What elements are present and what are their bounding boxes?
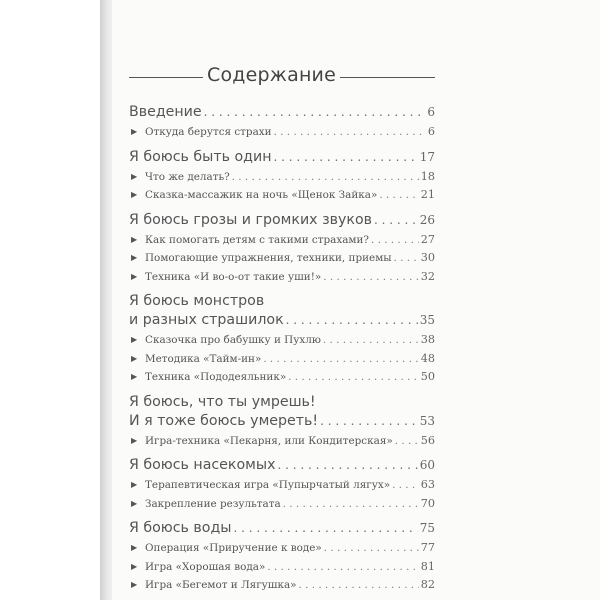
toc-chapter-entry[interactable]	[129, 412, 435, 431]
toc-subentry[interactable]	[129, 331, 435, 350]
page-number: 75	[419, 521, 435, 535]
toc-chapter-entry[interactable]	[129, 519, 435, 538]
dot-leader	[371, 232, 419, 250]
page-number: 6	[427, 125, 435, 138]
page-number: 77	[420, 541, 435, 554]
subentry-title: Операция «Приручение к воде»	[145, 542, 322, 554]
triangle-bullet-icon: ▶	[131, 171, 138, 181]
toc-section	[129, 393, 435, 451]
dot-leader	[379, 187, 418, 205]
page-number: 60	[419, 458, 435, 472]
toc-section	[129, 211, 435, 287]
dot-leader	[274, 148, 418, 167]
chapter-title: Введение	[129, 104, 202, 120]
dot-leader	[283, 496, 419, 514]
triangle-bullet-icon: ▶	[131, 498, 138, 508]
toc-subentry[interactable]	[129, 368, 435, 387]
dot-leader	[394, 250, 419, 268]
toc-section	[129, 519, 435, 595]
dot-leader	[392, 477, 419, 495]
toc-subentry[interactable]	[129, 350, 435, 369]
page-title: Содержание	[207, 64, 336, 86]
title-rule-right	[340, 77, 435, 78]
triangle-bullet-icon: ▶	[131, 435, 138, 445]
toc-subentry[interactable]	[129, 168, 435, 187]
dot-leader	[233, 519, 417, 538]
page-number: 18	[420, 169, 435, 183]
page-number: 48	[420, 351, 435, 365]
toc-section	[129, 292, 435, 387]
subentry-title: Методика «Тайм-ин»	[145, 352, 262, 365]
triangle-bullet-icon: ▶	[131, 353, 138, 363]
toc-section	[129, 456, 435, 513]
page-number: 35	[419, 313, 435, 327]
toc-section	[129, 148, 435, 205]
toc-subentry[interactable]	[129, 231, 435, 250]
dot-leader	[374, 211, 418, 230]
page-number: 27	[420, 232, 435, 246]
table-of-contents	[129, 60, 435, 599]
chapter-title-line[interactable]: Я боюсь, что ты умрешь!	[129, 393, 316, 410]
toc-chapter-entry[interactable]	[129, 103, 435, 122]
dot-leader	[323, 269, 419, 287]
dot-leader	[267, 559, 418, 577]
subentry-title: Откуда берутся страхи	[145, 126, 272, 138]
dot-leader	[288, 369, 419, 387]
subentry-title: Закрепление результата	[145, 497, 281, 510]
toc-chapter-entry[interactable]	[129, 148, 435, 167]
chapter-title: И я тоже боюсь умереть!	[129, 412, 319, 429]
page-number: 81	[420, 559, 435, 573]
toc-subentry[interactable]	[129, 186, 435, 205]
triangle-bullet-icon: ▶	[131, 271, 138, 281]
toc-subentry[interactable]	[129, 576, 435, 595]
chapter-title: и разных страшилок	[129, 312, 284, 328]
triangle-bullet-icon: ▶	[131, 543, 138, 552]
page-number: 6	[427, 105, 435, 119]
subentry-title: Терапевтическая игра «Пупырчатый лягух»	[145, 479, 391, 491]
dot-leader	[395, 433, 419, 451]
toc-title-row	[129, 60, 435, 90]
toc-subentry[interactable]	[129, 268, 435, 287]
subentry-title: Что же делать?	[145, 170, 230, 183]
toc-subentry[interactable]	[129, 476, 435, 495]
dot-leader	[299, 577, 419, 595]
page-number: 26	[419, 212, 435, 227]
subentry-title: Сказочка про бабушку и Пухлю	[145, 334, 321, 346]
subentry-title: Игра «Бегемот и Лягушка»	[145, 579, 297, 591]
chapter-title: Я боюсь насекомых	[129, 457, 276, 473]
page-number: 38	[420, 333, 435, 346]
dot-leader	[274, 124, 426, 142]
subentry-title: Техника «Пододеяльник»	[145, 371, 287, 383]
chapter-title: Я боюсь быть один	[129, 148, 272, 165]
subentry-title: Как помогать детям с такими страхами?	[145, 233, 369, 246]
toc-chapter-entry[interactable]	[129, 456, 435, 475]
triangle-bullet-icon: ▶	[131, 190, 138, 199]
triangle-bullet-icon: ▶	[131, 253, 138, 262]
page-number: 32	[420, 269, 435, 283]
page-number: 56	[420, 433, 435, 447]
toc-subentry[interactable]	[129, 539, 435, 558]
subentry-title: Сказка-массажик на ночь «Щенок Зайка»	[145, 189, 378, 201]
triangle-bullet-icon: ▶	[131, 561, 138, 571]
page-number: 63	[420, 478, 435, 491]
dot-leader	[320, 412, 418, 431]
chapter-title: Я боюсь грозы и громких звуков	[129, 211, 372, 228]
dot-leader	[263, 351, 418, 369]
page-number: 82	[420, 578, 435, 591]
triangle-bullet-icon: ▶	[131, 335, 138, 344]
triangle-bullet-icon: ▶	[131, 480, 138, 489]
page-number: 21	[420, 188, 435, 201]
chapter-title: Я боюсь воды	[129, 520, 232, 536]
toc-subentry[interactable]	[129, 123, 435, 142]
triangle-bullet-icon: ▶	[131, 127, 138, 136]
dot-leader	[323, 332, 419, 350]
page-number: 17	[419, 149, 435, 164]
toc-subentry[interactable]	[129, 495, 435, 514]
title-rule-left	[129, 77, 203, 78]
subentry-title: Помогающие упражнения, техники, приемы	[145, 252, 392, 264]
toc-subentry[interactable]	[129, 249, 435, 268]
chapter-title-line[interactable]: Я боюсь монстров	[129, 293, 265, 309]
toc-subentry[interactable]	[129, 558, 435, 577]
page-number: 70	[420, 496, 435, 510]
dot-leader	[277, 456, 417, 475]
toc-section	[129, 103, 435, 142]
toc-chapter-entry[interactable]	[129, 211, 435, 230]
page-number: 30	[420, 251, 435, 264]
subentry-title: Техника «И во-о-от такие уши!»	[145, 270, 322, 283]
dot-leader	[204, 103, 426, 122]
triangle-bullet-icon: ▶	[131, 234, 138, 244]
dot-leader	[286, 311, 418, 330]
page-number: 53	[419, 413, 435, 428]
dot-leader	[324, 540, 419, 558]
toc-subentry[interactable]	[129, 432, 435, 451]
dot-leader	[232, 169, 419, 187]
page-number: 50	[420, 370, 435, 383]
triangle-bullet-icon: ▶	[131, 580, 138, 589]
toc-chapter-entry[interactable]	[129, 311, 435, 330]
subentry-title: Игра-техника «Пекарня, или Кондитерская»	[145, 434, 393, 447]
subentry-title: Игра «Хорошая вода»	[145, 560, 266, 573]
triangle-bullet-icon: ▶	[131, 372, 138, 381]
